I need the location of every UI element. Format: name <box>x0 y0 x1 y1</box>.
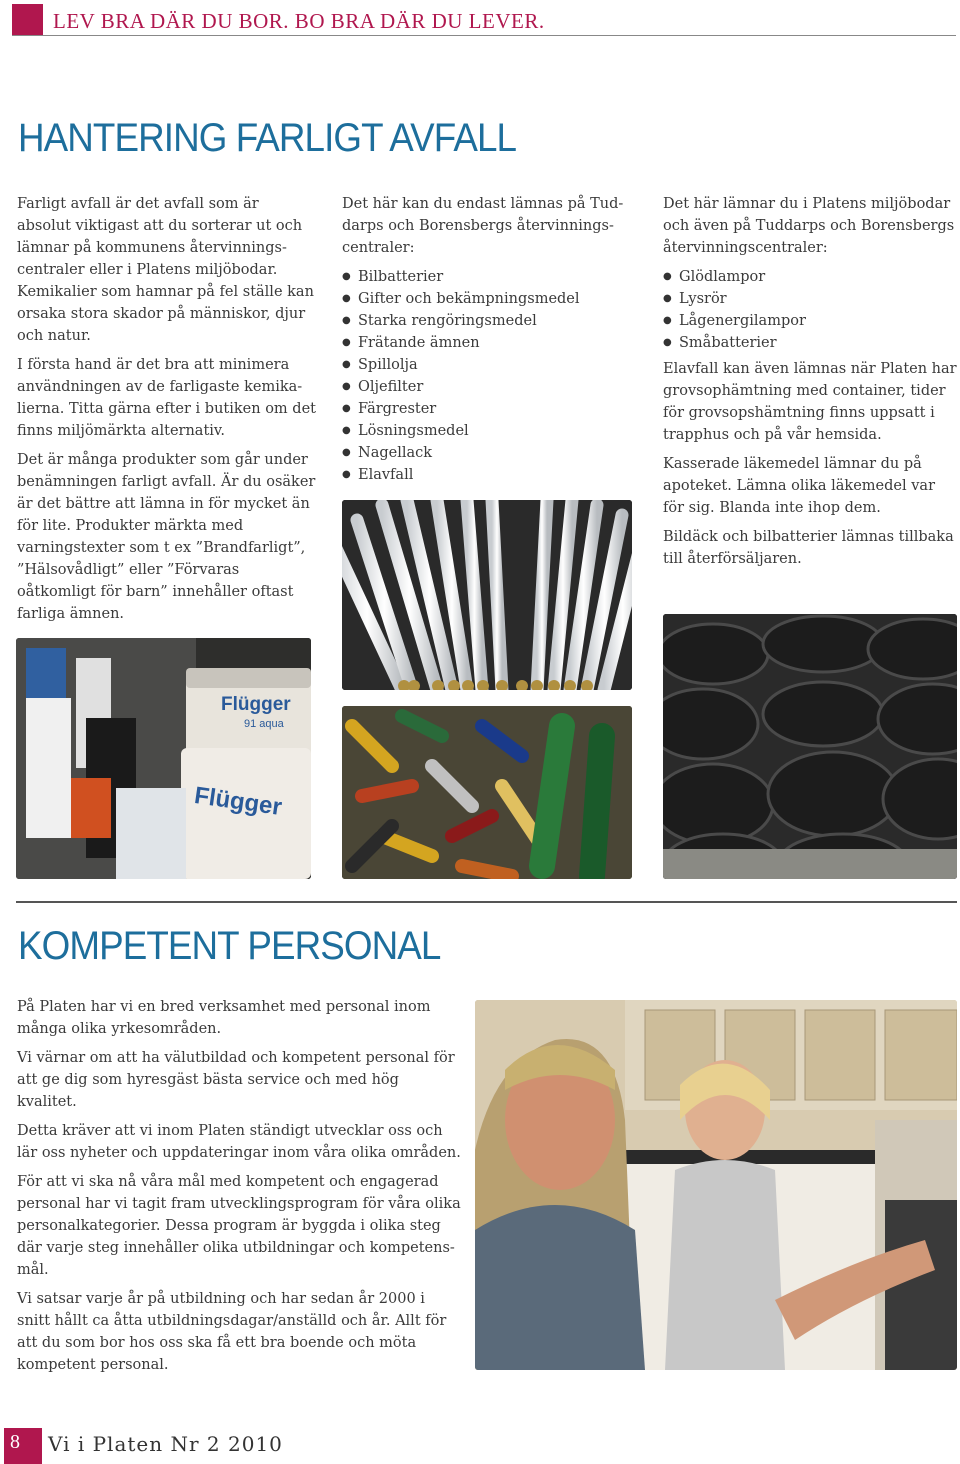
paragraph: Farligt avfall är det avfall som är absolut viktigast att du sorterar ut och lämnar på kommunens återvinningscentraler eller i Platens miljöbodar. Kemikalier som hamnar på fel ställe kan orsaka stora skador på människor, djur och natur. <box>17 196 314 344</box>
paint-can-sublabel: 91 aqua <box>244 718 284 730</box>
page-header <box>12 4 956 36</box>
column-2 <box>342 193 632 490</box>
paint-cans-photo <box>16 638 311 879</box>
list-item: ● Frätande ämnen <box>342 332 632 354</box>
list-item: ● Bilbatterier <box>342 266 632 288</box>
column-1 <box>17 193 317 632</box>
list-item: ● Lysrör <box>663 288 959 310</box>
paragraph: Det är många produkter som går under benämningen farligt avfall. Är du osäker är det bättre att lämna in för mycket än för lite. Produkter märkta med varningstexter som t ex ”Brandfarligt”, ”Hälsovådligt” eller ”Förvaras oåtkomligt för barn” innehåller oftast farliga ämnen. <box>17 452 316 622</box>
header-tagline: LEV BRA DÄR DU BOR. BO BRA DÄR DU LEVER. <box>53 9 545 33</box>
staff-text-column <box>17 996 462 1383</box>
list-item: ● Oljefilter <box>342 376 632 398</box>
list-item: ● Glödlampor <box>663 266 959 288</box>
paint-can-label: Flügger <box>221 694 291 715</box>
paragraph: Elavfall kan även lämnas när Platen har grovsophämtning med container, tider för grovsopshämtning finns uppsatt i trapphus och på vår hemsida. <box>663 361 957 443</box>
column-3 <box>663 193 959 577</box>
list-item: ● Starka rengöringsmedel <box>342 310 632 332</box>
list-intro: Det här lämnar du i Platens miljöbodar och även på Tuddarps och Borensbergs återvinningscentraler: <box>663 196 955 256</box>
header-accent-square <box>12 4 43 35</box>
paragraph: Kasserade läkemedel lämnar du på apoteket. Lämna olika läkemedel var för sig. Blanda inte ihop dem. <box>663 456 935 516</box>
paragraph: Bildäck och bilbatterier lämnas tillbaka till återförsäljaren. <box>663 529 954 567</box>
batteries-photo <box>342 706 632 879</box>
recycling-center-list <box>342 266 632 486</box>
section-title-competent-staff: KOMPETENT PERSONAL <box>18 924 441 968</box>
paragraph: Detta kräver att vi inom Platen ständigt utvecklar oss och lär oss nyheter och uppdateringar inom våra olika områden. <box>17 1123 461 1161</box>
page-number-box <box>4 1428 42 1464</box>
section-divider <box>16 901 957 903</box>
environment-shed-list <box>663 266 959 354</box>
tires-photo <box>663 614 957 879</box>
list-item: ● Nagellack <box>342 442 632 464</box>
list-item: ● Småbatterier <box>663 332 959 354</box>
list-item: ● Lösningsmedel <box>342 420 632 442</box>
publication-title: Vi i Platen Nr 2 2010 <box>48 1432 283 1456</box>
list-item: ● Lågenergilampor <box>663 310 959 332</box>
list-item: ● Färgrester <box>342 398 632 420</box>
list-item: ● Elavfall <box>342 464 632 486</box>
list-item: ● Spillolja <box>342 354 632 376</box>
paragraph: På Platen har vi en bred verksamhet med personal inom många olika yrkesområden. <box>17 999 431 1037</box>
section-title-hazardous-waste: HANTERING FARLIGT AVFALL <box>18 116 517 160</box>
paragraph: Vi värnar om att ha välutbildad och kompetent personal för att ge dig som hyresgäst bästa service och med hög kvalitet. <box>17 1050 455 1110</box>
staff-kitchen-photo <box>475 1000 957 1370</box>
fluorescent-tubes-photo <box>342 500 632 690</box>
paint-can-label: Flügger <box>192 782 284 821</box>
page-number: 8 <box>10 1431 20 1453</box>
list-item: ● Gifter och bekämpningsmedel <box>342 288 632 310</box>
page-footer <box>0 1420 960 1464</box>
paragraph: För att vi ska nå våra mål med kompetent och engagerad personal har vi tagit fram utvecklingsprogram för våra olika personalkategorier. Dessa program är byggda i olika steg där varje steg innehåller olika utbildningar och kompetensmål. <box>17 1174 461 1278</box>
list-intro: Det här kan du endast lämnas på Tuddarps och Borensbergs återvinningscentraler: <box>342 196 624 256</box>
paragraph: Vi satsar varje år på utbildning och har sedan år 2000 i snitt hållt ca åtta utbildningsdagar/anställd och år. Allt för att du som bor hos oss ska få ett bra boende och möta kompetent personal. <box>17 1291 447 1373</box>
paragraph: I första hand är det bra att minimera användningen av de farligaste kemikalierna. Titta gärna efter i butiken om det finns miljömärkta alternativ. <box>17 357 316 439</box>
